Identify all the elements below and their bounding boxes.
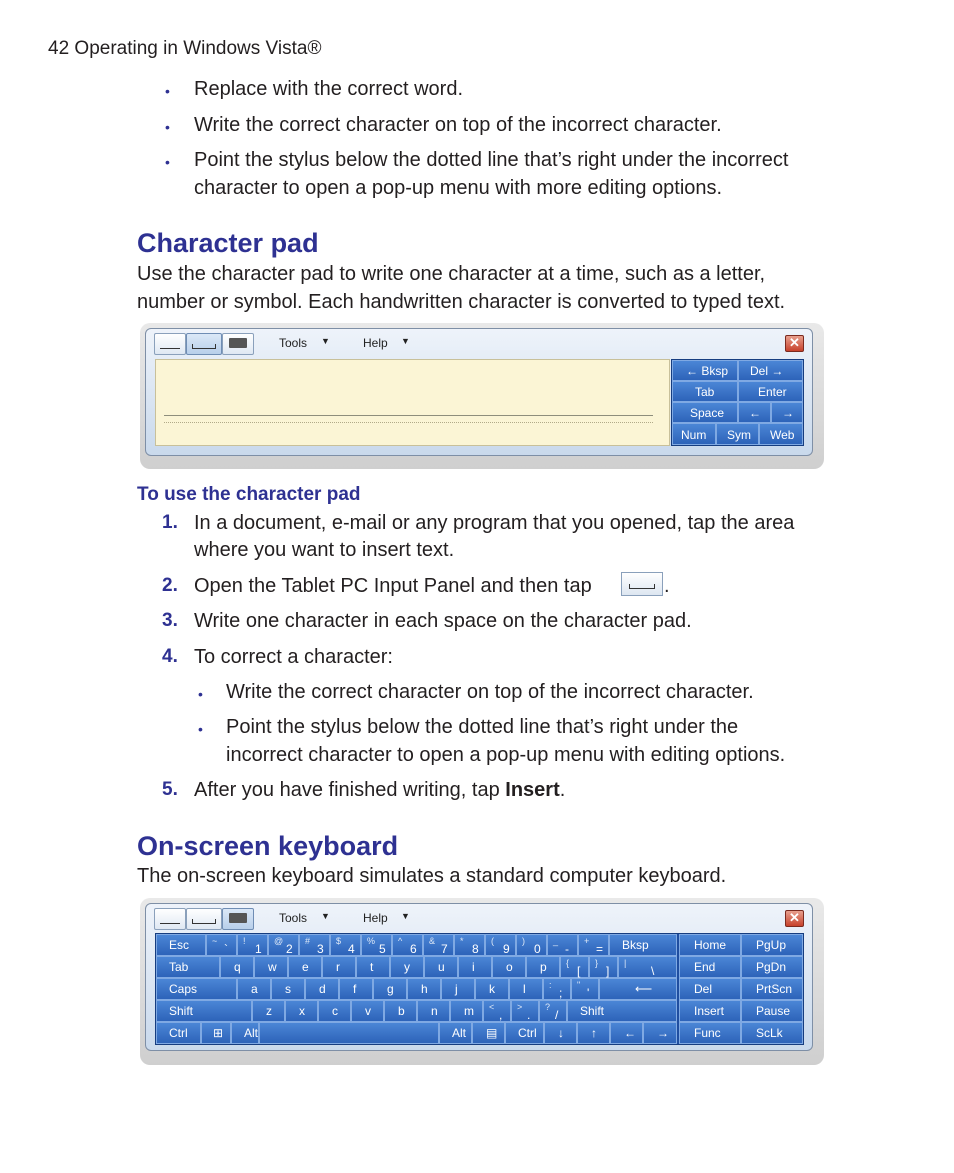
enter-key[interactable]: Enter [738, 381, 803, 402]
space-key[interactable]: Space [672, 402, 738, 423]
char-pad-keys [671, 359, 804, 446]
sub-bullet-1: Write the correct character on top of the incorrect character. [226, 681, 754, 703]
key-symbol[interactable]: , < [483, 1000, 511, 1022]
key-pgdn[interactable]: PgDn [741, 956, 803, 978]
key-p[interactable]: p [526, 956, 560, 978]
key-q[interactable]: q [220, 956, 254, 978]
step-1-line2: where you want to insert text. [194, 539, 455, 561]
key-f[interactable]: f [339, 978, 373, 1000]
bullet-icon: • [165, 83, 170, 99]
page-header: 42 Operating in Windows Vista® [48, 38, 322, 59]
key-symbol[interactable]: ⊞ [201, 1022, 231, 1044]
step-number: 4. [162, 646, 178, 667]
key-symbol[interactable]: ` ~ [206, 934, 237, 956]
key-symbol[interactable]: \ | [618, 956, 677, 978]
key-symbol[interactable]: → [643, 1022, 677, 1044]
backspace-key[interactable]: ← Bksp [672, 360, 738, 381]
key-symbol[interactable]: ; : [543, 978, 571, 1000]
key-shift[interactable]: Shift [156, 1000, 252, 1022]
key-alt[interactable]: Alt [439, 1022, 472, 1044]
tools-caret-icon: ▼ [321, 336, 330, 346]
key-ctrl[interactable]: Ctrl [505, 1022, 544, 1044]
key-t[interactable]: t [356, 956, 390, 978]
character-baseline [164, 407, 653, 416]
key-j[interactable]: j [441, 978, 475, 1000]
step-number: 3. [162, 610, 178, 631]
tools-menu[interactable]: Tools [279, 911, 308, 925]
key-symbol[interactable]: ⟵ [599, 978, 677, 1000]
key-del[interactable]: Del [679, 978, 741, 1000]
writing-pad-button[interactable] [154, 908, 186, 930]
key-alt[interactable]: Alt [231, 1022, 259, 1044]
key-x[interactable]: x [285, 1000, 318, 1022]
key-symbol[interactable]: ← [610, 1022, 643, 1044]
right-arrow-key[interactable]: → [771, 402, 803, 423]
tools-caret-icon: ▼ [321, 911, 330, 921]
delete-key[interactable]: Del → [738, 360, 803, 381]
key-s[interactable]: s [271, 978, 305, 1000]
tab-key[interactable]: Tab [672, 381, 738, 402]
key-i[interactable]: i [458, 956, 492, 978]
key-insert[interactable]: Insert [679, 1000, 741, 1022]
key-home[interactable]: Home [679, 934, 741, 956]
insert-label: Insert [505, 779, 560, 801]
writing-pad-button[interactable] [154, 333, 186, 355]
key-y[interactable]: y [390, 956, 424, 978]
key-space[interactable] [259, 1022, 439, 1044]
step-5-text: After you have finished writing, tap Insert. [194, 779, 566, 801]
help-caret-icon: ▼ [401, 911, 410, 921]
web-key[interactable]: Web [759, 423, 803, 445]
num-key[interactable]: Num [672, 423, 716, 445]
key-z[interactable]: z [252, 1000, 285, 1022]
key-symbol[interactable]: ] } [589, 956, 618, 978]
key-8[interactable]: 8 * [454, 934, 485, 956]
key-b[interactable]: b [384, 1000, 417, 1022]
key-m[interactable]: m [450, 1000, 483, 1022]
help-menu[interactable]: Help [363, 336, 388, 350]
bullet-icon: • [165, 119, 170, 135]
key-symbol[interactable]: ↑ [577, 1022, 610, 1044]
key-h[interactable]: h [407, 978, 441, 1000]
key-e[interactable]: e [288, 956, 322, 978]
intro-bullet-3-line2: character to open a pop-up menu with more editing options. [194, 177, 723, 199]
dotted-line [164, 422, 653, 423]
key-k[interactable]: k [475, 978, 509, 1000]
step-number: 1. [162, 512, 178, 533]
key-o[interactable]: o [492, 956, 526, 978]
step-2-period: . [664, 575, 670, 597]
osk-desc: The on-screen keyboard simulates a standard computer keyboard. [137, 865, 727, 887]
intro-bullet-1: Replace with the correct word. [194, 78, 464, 100]
key-func[interactable]: Func [679, 1022, 741, 1044]
key-end[interactable]: End [679, 956, 741, 978]
key-a[interactable]: a [237, 978, 271, 1000]
step-number: 5. [162, 779, 178, 800]
intro-bullet-2: Write the correct character on top of the incorrect character. [194, 114, 722, 136]
key-symbol[interactable]: / ? [539, 1000, 567, 1022]
character-writing-area[interactable] [155, 359, 670, 446]
sub-bullet-2-line2: incorrect character to open a pop-up menu with editing options. [226, 744, 786, 766]
key-4[interactable]: 4 $ [330, 934, 361, 956]
key-symbol[interactable]: - _ [547, 934, 578, 956]
key-g[interactable]: g [373, 978, 407, 1000]
help-caret-icon: ▼ [401, 336, 410, 346]
sub-bullet-2-line1: Point the stylus below the dotted line that’s right under the [226, 716, 739, 738]
bullet-icon: • [198, 686, 203, 702]
key-prtscn[interactable]: PrtScn [741, 978, 803, 1000]
sym-key[interactable]: Sym [716, 423, 759, 445]
left-arrow-key[interactable]: ← [738, 402, 771, 423]
key-symbol[interactable]: ↓ [544, 1022, 577, 1044]
char-pad-desc-line1: Use the character pad to write one character at a time, such as a letter, [137, 263, 766, 285]
osk-panel [145, 903, 813, 1051]
key-symbol[interactable]: = + [578, 934, 609, 956]
key-symbol[interactable]: ▤ [472, 1022, 505, 1044]
key-sclk[interactable]: ScLk [741, 1022, 803, 1044]
key-0[interactable]: 0 ) [516, 934, 547, 956]
key-c[interactable]: c [318, 1000, 351, 1022]
key-pgup[interactable]: PgUp [741, 934, 803, 956]
close-icon[interactable]: ✕ [785, 910, 804, 927]
bullet-icon: • [198, 721, 203, 737]
character-pad-button[interactable] [186, 908, 222, 930]
key-6[interactable]: 6 ^ [392, 934, 423, 956]
keyboard-button[interactable] [222, 908, 254, 930]
tools-menu[interactable]: Tools [279, 336, 308, 350]
onscreen-keyboard-keys [155, 933, 804, 1045]
character-pad-inline-icon [621, 572, 663, 596]
intro-bullet-3-line1: Point the stylus below the dotted line that’s right under the incorrect [194, 149, 789, 171]
key-symbol[interactable]: ' " [571, 978, 599, 1000]
section-heading-onscreen-keyboard: On-screen keyboard [137, 831, 399, 861]
key-n[interactable]: n [417, 1000, 450, 1022]
key-9[interactable]: 9 ( [485, 934, 516, 956]
key-shift[interactable]: Shift [567, 1000, 677, 1022]
key-r[interactable]: r [322, 956, 356, 978]
key-tab[interactable]: Tab [156, 956, 220, 978]
char-pad-panel [145, 328, 813, 456]
key-symbol[interactable]: . > [511, 1000, 539, 1022]
key-d[interactable]: d [305, 978, 339, 1000]
character-pad-button[interactable] [186, 333, 222, 355]
procedure-heading: To use the character pad [137, 484, 361, 505]
key-l[interactable]: l [509, 978, 543, 1000]
key-2[interactable]: 2 @ [268, 934, 299, 956]
char-pad-desc-line2: number or symbol. Each handwritten character is converted to typed text. [137, 291, 786, 313]
keyboard-button[interactable] [222, 333, 254, 355]
key-bksp[interactable]: Bksp [609, 934, 677, 956]
key-caps[interactable]: Caps [156, 978, 237, 1000]
key-7[interactable]: 7 & [423, 934, 454, 956]
key-1[interactable]: 1 ! [237, 934, 268, 956]
help-menu[interactable]: Help [363, 911, 388, 925]
key-ctrl[interactable]: Ctrl [156, 1022, 201, 1044]
key-v[interactable]: v [351, 1000, 384, 1022]
key-w[interactable]: w [254, 956, 288, 978]
key-pause[interactable]: Pause [741, 1000, 803, 1022]
step-number: 2. [162, 575, 178, 596]
step-3-text: Write one character in each space on the character pad. [194, 610, 692, 632]
key-esc[interactable]: Esc [156, 934, 206, 956]
key-u[interactable]: u [424, 956, 458, 978]
step-4-text: To correct a character: [194, 646, 393, 668]
bullet-icon: • [165, 154, 170, 170]
key-3[interactable]: 3 # [299, 934, 330, 956]
step-2-text: Open the Tablet PC Input Panel and then tap [194, 575, 592, 597]
step-1-line1: In a document, e-mail or any program that you opened, tap the area [194, 512, 795, 534]
key-symbol[interactable]: [ { [560, 956, 589, 978]
section-heading-character-pad: Character pad [137, 228, 319, 258]
close-icon[interactable]: ✕ [785, 335, 804, 352]
key-5[interactable]: 5 % [361, 934, 392, 956]
